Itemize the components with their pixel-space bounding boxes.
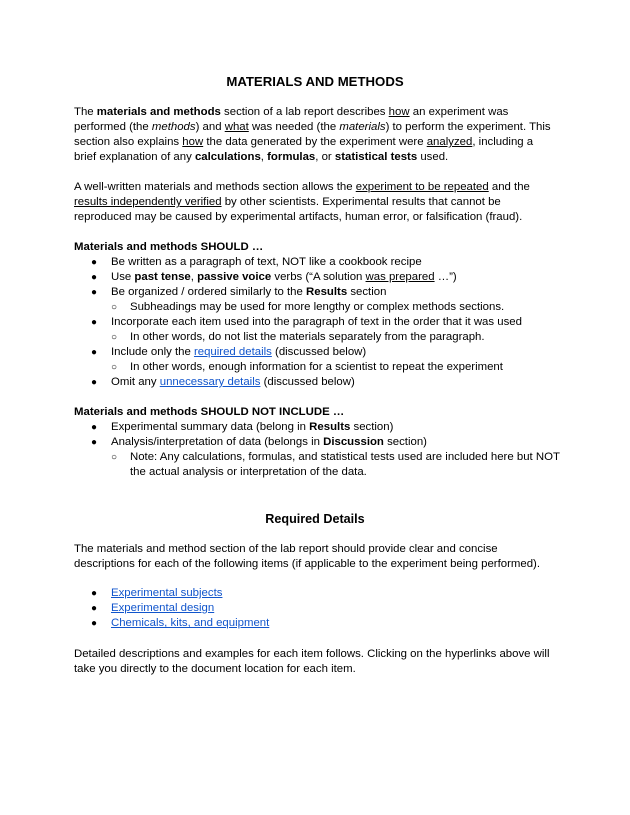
required-links-list	[74, 586, 564, 631]
unnecessary-details-link[interactable]: unnecessary details	[159, 376, 261, 388]
bullet-icon: ●	[91, 317, 98, 328]
bullet-icon: ●	[91, 377, 98, 388]
bullet-icon: ●	[91, 347, 98, 358]
list-item: ● Include only the required details (discussed below)	[91, 346, 367, 358]
list-item	[74, 586, 564, 601]
should-not-list	[74, 420, 564, 480]
bullet-icon: ●	[91, 422, 98, 433]
list-item	[74, 616, 564, 631]
experimental-design-link[interactable]: Experimental design	[111, 602, 215, 614]
required-outro-paragraph: Detailed descriptions and examples for each item follows. Clicking on the hyperlinks above will take you directly to the document location for each item.	[74, 648, 550, 675]
bullet-icon: ●	[91, 287, 98, 298]
bullet-icon: ●	[91, 257, 98, 268]
list-item: ● Incorporate each item used into the paragraph of text in the order that it was used	[91, 316, 522, 328]
reproducibility-paragraph: A well-written materials and methods section allows the experiment to be repeated and the results independently verified by other scientists. Experimental results that cannot be reproduced may be caused by experimental artifacts, human error, or falsification (fraud).	[74, 181, 530, 223]
list-item: ● Analysis/interpretation of data (belongs in Discussion section)	[91, 436, 427, 448]
bullet-icon: ●	[91, 588, 98, 599]
should-list	[74, 255, 564, 390]
required-details-link[interactable]: required details	[193, 346, 272, 358]
bullet-icon: ●	[91, 272, 98, 283]
circle-bullet-icon: ○	[111, 452, 118, 463]
chemicals-kits-equipment-link[interactable]: Chemicals, kits, and equipment	[111, 617, 270, 629]
sub-list-item: ○ Note: Any calculations, formulas, and statistical tests used are included here but NOT the actual analysis or interpretation of the data.	[111, 451, 560, 478]
list-item: ● Use past tense, passive voice verbs (“A solution was prepared …”)	[91, 271, 457, 283]
sub-list-item: ○ In other words, do not list the materials separately from the paragraph.	[111, 331, 485, 343]
bullet-icon: ●	[91, 618, 98, 629]
sub-list-item: ○ Subheadings may be used for more lengthy or complex methods sections.	[111, 301, 505, 313]
list-item: ● Be organized / ordered similarly to the Results section	[91, 286, 387, 298]
list-item	[74, 601, 564, 616]
circle-bullet-icon: ○	[111, 302, 118, 313]
circle-bullet-icon: ○	[111, 362, 118, 373]
bullet-icon: ●	[91, 603, 98, 614]
list-item: ● Be written as a paragraph of text, NOT like a cookbook recipe	[91, 256, 422, 268]
required-intro-paragraph: The materials and method section of the lab report should provide clear and concise descriptions for each of the following items (if applicable to the experiment being performed).	[74, 543, 540, 570]
should-heading: Materials and methods SHOULD …	[74, 241, 264, 253]
intro-paragraph: The materials and methods section of a lab report describes how an experiment was performed (the methods) and what was needed (the materials) to perform the experiment. This section also explains how the data generated by the experiment were analyzed, including a brief explanation of any calculations, formulas, or statistical tests used.	[74, 106, 551, 163]
list-item: ● Experimental summary data (belong in Results section)	[91, 421, 394, 433]
sub-list-item: ○ In other words, enough information for a scientist to repeat the experiment	[111, 361, 503, 373]
list-item: ● Omit any unnecessary details (discussed below)	[91, 376, 355, 388]
page-title: MATERIALS AND METHODS	[226, 74, 404, 89]
circle-bullet-icon: ○	[111, 332, 118, 343]
bullet-icon: ●	[91, 437, 98, 448]
experimental-subjects-link[interactable]: Experimental subjects	[111, 587, 223, 599]
should-not-heading: Materials and methods SHOULD NOT INCLUDE …	[74, 406, 345, 418]
required-details-heading: Required Details	[265, 512, 365, 526]
